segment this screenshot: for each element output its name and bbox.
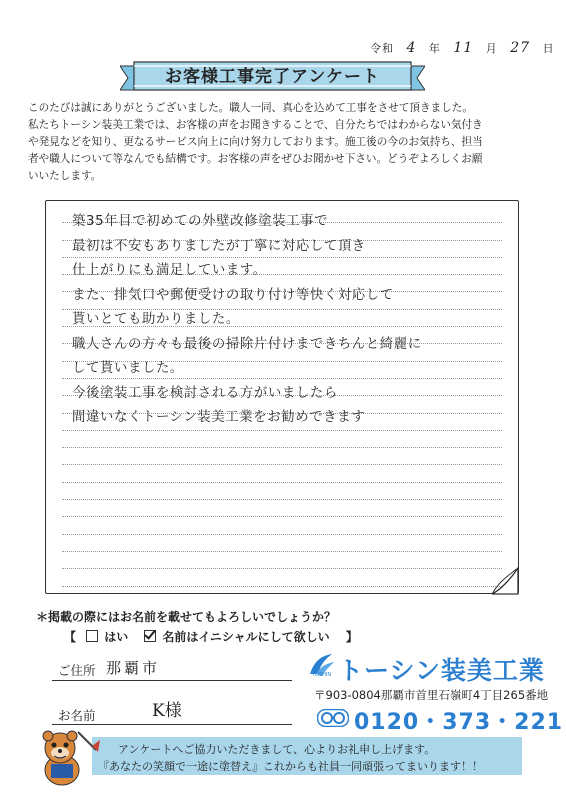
handwritten-comment — [72, 210, 512, 431]
year-value: 4 — [406, 40, 417, 56]
freedial-icon — [317, 709, 349, 727]
bracket-close: 】 — [345, 630, 358, 644]
survey-date — [370, 40, 555, 56]
name-value: K様 — [152, 701, 182, 721]
comment-line: 貰いとても助かりました。 — [72, 312, 240, 327]
name-underline — [52, 724, 292, 725]
month-value: 11 — [453, 40, 474, 56]
intro-line: このたびは誠にありがとうございました。職人一同、真心を込めて工事をさせて頂きました。 — [28, 102, 473, 114]
era: 令和 — [370, 42, 394, 55]
intro-line: 者や職人について等なんでも結構です。お客様の声をぜひお聞かせ下さい。どうぞよろしくお願 — [28, 153, 483, 165]
comment-line: 今後塗装工事を検討される方がいましたら — [72, 385, 338, 401]
comment-line: 最初は不安もありましたが丁寧に対応して頂き — [72, 238, 366, 254]
option-yes-label: はい — [104, 630, 129, 644]
intro-text — [28, 100, 543, 185]
footer-slogan: 『あなたの笑顔で一途に塗替え』これからも社員一同頑張ってまいります！！ — [98, 760, 483, 773]
day-unit: 日 — [542, 42, 555, 55]
comment-line: して貰いました。 — [72, 361, 184, 376]
name-label: お名前 — [58, 708, 96, 723]
consent-question: ＊掲載の際にはお名前を載せてもよろしいでしょうか？ — [36, 610, 337, 624]
comment-line: また、排気口や郵便受けの取り付け等快く対応して — [72, 287, 394, 303]
address-underline — [52, 680, 292, 681]
company-address: 〒903-0804那覇市首里石嶺町4丁目265番地 — [314, 688, 549, 702]
day-value: 27 — [510, 40, 531, 56]
mascot-icon — [34, 726, 100, 788]
intro-line: や発見などを知り、更なるサービス向上に向け努力しております。施工後の今のお気持ち、担当 — [28, 136, 483, 148]
checkbox-initial[interactable] — [144, 630, 156, 642]
bracket-open: 【 — [64, 630, 77, 644]
comment-line: 間違いなくトーシン装美工業をお勧めできます — [72, 410, 366, 425]
option-initial[interactable] — [144, 630, 335, 644]
option-initial-label: 名前はイニシャルにして欲しい — [162, 630, 330, 644]
footer-thanks: アンケートへご協力いただきまして、心よりお礼申し上げます。 — [118, 743, 436, 756]
year-unit: 年 — [428, 42, 441, 55]
intro-line: いいたします。 — [28, 170, 102, 182]
comment-line: 職人さんの方々も最後の掃除片付けまできちんと綺麗に — [72, 336, 422, 352]
company-phone: 0120・373・221 — [354, 710, 564, 735]
option-yes[interactable] — [86, 630, 134, 644]
address-label: ご住所 — [58, 663, 96, 678]
address-value: 那覇市 — [106, 659, 161, 677]
consent-options — [64, 628, 364, 645]
checkbox-yes[interactable] — [86, 630, 98, 642]
month-unit: 月 — [485, 42, 498, 55]
company-mark: TOSHIN — [312, 672, 332, 678]
intro-line: 私たちトーシン装美工業では、お客様の声をお聞きすることで、自分たちではわからない気付き — [28, 119, 483, 131]
page-curl-icon — [490, 566, 520, 596]
comment-line: 仕上がりにも満足しています。 — [72, 263, 267, 278]
comment-line: 築35年目で初めての外壁改修塗装工事で — [72, 214, 329, 229]
company-name: トーシン装美工業 — [338, 656, 545, 685]
page-title: お客様工事完了アンケート — [165, 67, 380, 87]
